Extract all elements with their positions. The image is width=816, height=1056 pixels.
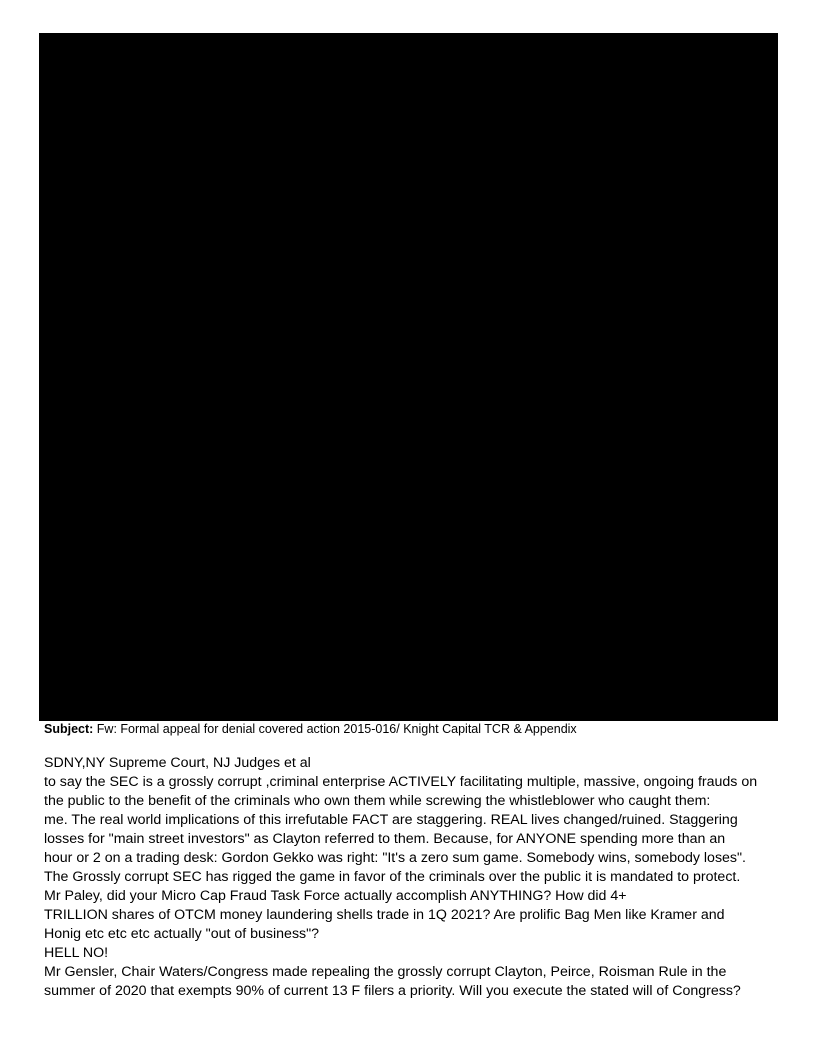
body-line: The Grossly corrupt SEC has rigged the game in favor of the criminals over the public it is mandated to protect. [44, 869, 741, 885]
body-line: TRILLION shares of OTCM money laundering shells trade in 1Q 2021? Are prolific Bag Men like Kramer and [44, 907, 725, 923]
subject-text: Fw: Formal appeal for denial covered action 2015-016/ Knight Capital TCR & Appendix [93, 722, 577, 736]
body-line: to say the SEC is a grossly corrupt ,criminal enterprise ACTIVELY facilitating multiple, massive, ongoing frauds on [44, 774, 758, 790]
email-subject-line [44, 721, 784, 737]
body-line: hour or 2 on a trading desk: Gordon Gekko was right: "It's a zero sum game. Somebody wins, somebody loses". [44, 850, 747, 866]
body-line: the public to the benefit of the criminals who own them while screwing the whistleblower who caught them: [44, 793, 711, 809]
body-line: Mr Paley, did your Micro Cap Fraud Task Force actually accomplish ANYTHING? How did 4+ [44, 888, 627, 904]
body-line: me. The real world implications of this irrefutable FACT are staggering. REAL lives changed/ruined. Staggering [44, 812, 738, 828]
body-line: summer of 2020 that exempts 90% of current 13 F filers a priority. Will you execute the stated will of Congress? [44, 983, 741, 999]
body-line: Mr Gensler, Chair Waters/Congress made repealing the grossly corrupt Clayton, Peirce, Roisman Rule in the [44, 964, 727, 980]
body-line: losses for "main street investors" as Clayton referred to them. Because, for ANYONE spending more than an [44, 831, 726, 847]
subject-label: Subject: [44, 722, 94, 736]
body-line: Honig etc etc etc actually "out of business"? [44, 926, 320, 942]
body-line: HELL NO! [44, 945, 109, 961]
body-line: SDNY,NY Supreme Court, NJ Judges et al [44, 755, 311, 771]
email-body [44, 754, 784, 1001]
redacted-image-block [39, 33, 778, 721]
